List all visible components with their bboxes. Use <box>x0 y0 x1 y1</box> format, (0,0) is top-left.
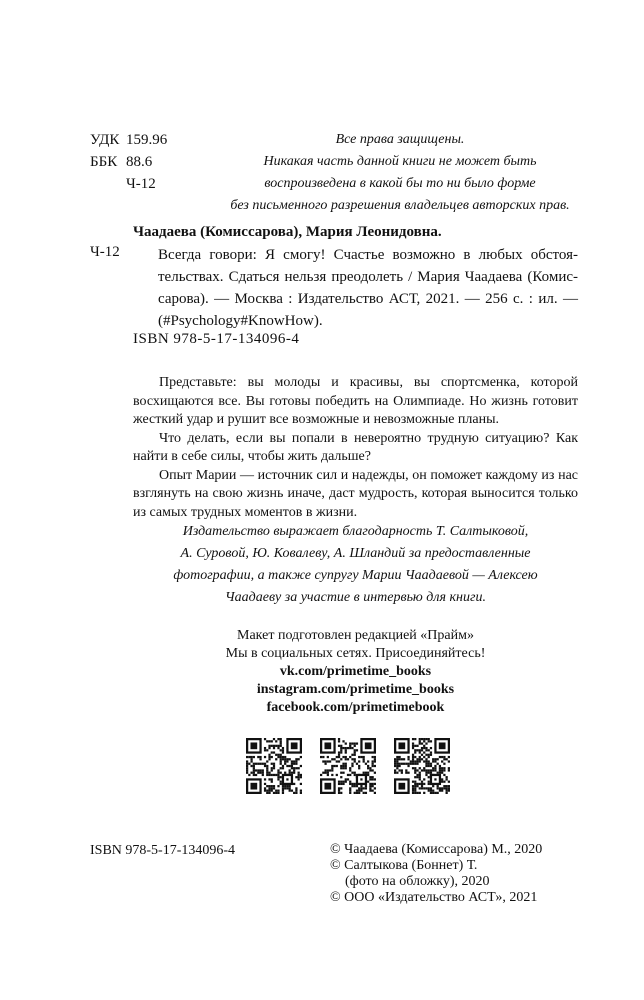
annotation-paragraph: Опыт Марии — источник сил и надежды, он поможет каждому из нас взглянуть на свою жизнь иначе, даст мудрость, которая выносится только из самых трудных моментов в жизни. <box>133 467 578 520</box>
instagram-link[interactable]: instagram.com/primetime_books <box>256 682 455 697</box>
rights-line: воспроизведена в какой бы то ни было форме <box>264 176 536 191</box>
qr-code-instagram[interactable] <box>320 738 376 794</box>
rights-line: без письменного разрешения владельцев авторских прав. <box>230 198 570 213</box>
annotation <box>133 374 578 522</box>
copyright-line: © Салтыкова (Боннет) Т. <box>330 858 478 873</box>
bibliography-code: Ч-12 <box>90 244 120 260</box>
copyright-line: (фото на обложку), 2020 <box>345 874 490 889</box>
isbn-main: ISBN 978-5-17-134096-4 <box>133 331 300 347</box>
copyright-line: © Чаадаева (Комиссарова) М., 2020 <box>330 842 543 857</box>
bibliography-line: тельствах. Сдаться нельзя преодолеть / Мария Чаадаева (Комис- <box>158 269 578 285</box>
facebook-link[interactable]: facebook.com/primetimebook <box>266 700 445 715</box>
bibliography-line: Всегда говори: Я смогу! Счастье возможно в любых обстоя- <box>158 247 578 263</box>
bibliography-line: сарова). — Москва : Издательство АСТ, 2021. — 256 с. : ил. — <box>158 291 578 307</box>
bibliography-line: (#Psychology#KnowHow). <box>158 313 323 329</box>
bibliography-description <box>158 244 578 332</box>
classification-block <box>90 129 167 195</box>
rights-notice <box>230 129 570 217</box>
copyright-line: © ООО «Издательство АСТ», 2021 <box>330 890 538 905</box>
qr-code-icon <box>394 738 450 794</box>
publisher-info <box>133 627 578 717</box>
publisher-prepared: Макет подготовлен редакцией «Прайм» <box>237 628 474 643</box>
isbn-bottom: ISBN 978-5-17-134096-4 <box>90 843 236 858</box>
udk-value: 159.96 <box>126 132 168 148</box>
vk-link[interactable]: vk.com/primetime_books <box>279 664 432 679</box>
qr-code-icon <box>320 738 376 794</box>
annotation-paragraph: Представьте: вы молоды и красивы, вы спортсменка, которой восхищаются все. Вы готовы победить на Олимпиаде. Но жизнь готовит жесткий удар и рушит все возможные и невозможные планы. <box>133 375 578 427</box>
qr-code-vk[interactable] <box>246 738 302 794</box>
bbk-value: 88.6 <box>126 154 153 170</box>
acknowledgement-line: Издательство выражает благодарность Т. Салтыковой, <box>182 524 529 539</box>
acknowledgement-line: А. Суровой, Ю. Ковалеву, А. Шландий за предоставленные <box>180 546 531 561</box>
acknowledgements <box>133 521 578 609</box>
rights-line: Все права защищены. <box>335 132 465 147</box>
acknowledgement-line: фотографии, а также супругу Марии Чаадаевой — Алексею <box>173 568 538 583</box>
annotation-paragraph: Что делать, если вы попали в невероятно трудную ситуацию? Как найти в себе силы, чтобы жить дальше? <box>133 430 578 464</box>
rights-line: Никакая часть данной книги не может быть <box>263 154 537 169</box>
udk-label: УДК <box>90 132 120 148</box>
qr-code-facebook[interactable] <box>394 738 450 794</box>
bbk-label: ББК <box>90 154 118 170</box>
copyright-block <box>330 842 542 906</box>
bibliography-author: Чаадаева (Комиссарова), Мария Леонидовна. <box>133 224 442 240</box>
acknowledgement-line: Чаадаеву за участие в интервью для книги. <box>225 590 486 605</box>
author-mark: Ч-12 <box>126 176 156 192</box>
publisher-social: Мы в социальных сетях. Присоединяйтесь! <box>225 646 486 661</box>
qr-code-icon <box>246 738 302 794</box>
